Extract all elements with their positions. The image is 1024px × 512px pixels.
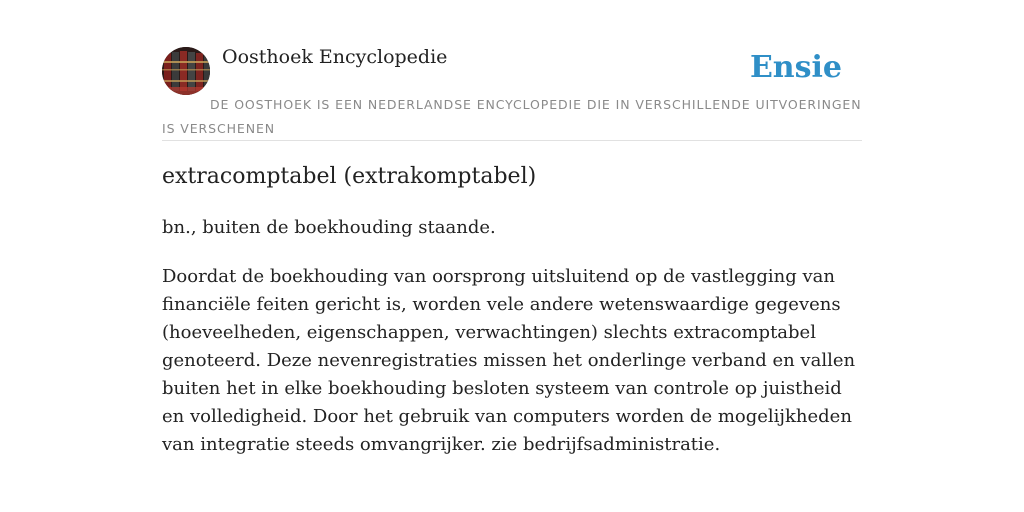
brand-logo[interactable]: Ensie (749, 50, 842, 85)
entry-definition: bn., buiten de boekhouding staande. (162, 217, 496, 238)
entry-body: Doordat de boekhouding van oorsprong uitsluitend op de vastlegging van financiële feiten gericht is, worden vele andere wetenswaardige gegevens (hoeveelheden, eigenschappen, verwachtingen) slechts extracomptabel genoteerd. Deze nevenregistraties missen het onderlinge verband en vallen buiten het in elke boekhouding besloten systeem van controle op juistheid en volledigheid. Door het gebruik van computers worden de mogelijkheden van integratie steeds omvangrijker. zie bedrijfsadministratie. (162, 266, 856, 455)
encyclopedia-books-icon[interactable] (162, 47, 210, 95)
source-header (162, 44, 862, 141)
entry-title: extracomptabel (extrakomptabel) (162, 164, 537, 189)
source-name[interactable]: Oosthoek Encyclopedie (222, 46, 448, 68)
source-description: DE OOSTHOEK IS EEN NEDERLANDSE ENCYCLOPEDIE DIE IN VERSCHILLENDE UITVOERINGEN IS VERSCHENEN (162, 97, 862, 136)
